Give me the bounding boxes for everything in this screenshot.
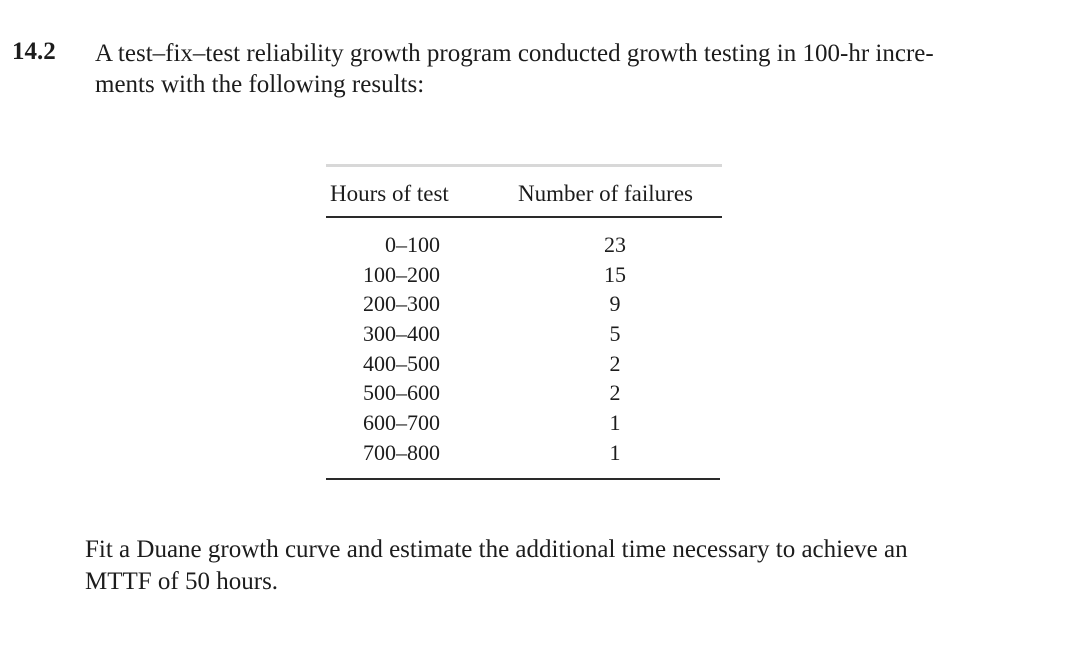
table-row — [326, 260, 722, 290]
failures-cell: 9 — [609, 291, 621, 317]
hours-cell: 600–700 — [363, 410, 440, 436]
failures-cell: 15 — [604, 261, 626, 287]
problem-statement — [95, 38, 1055, 100]
failures-cell: 1 — [609, 439, 621, 465]
failure-data-table — [326, 160, 722, 482]
hours-cell: 700–800 — [363, 439, 440, 465]
table-row — [326, 349, 722, 379]
failures-cell: 5 — [609, 321, 621, 347]
table-row — [326, 378, 722, 408]
problem-statement-line-1: A test–fix–test reliability growth program conducted growth testing in 100-hr incre- — [95, 40, 934, 67]
question-text — [85, 534, 1065, 598]
column-header-failures: Number of failures — [518, 181, 693, 206]
failures-cell: 23 — [604, 232, 626, 257]
hours-cell: 200–300 — [363, 291, 440, 317]
problem-number: 14.2 — [12, 38, 56, 65]
column-header-hours: Hours of test — [330, 181, 449, 206]
table-row — [326, 230, 722, 260]
table-row — [326, 289, 722, 319]
table-top-rule — [326, 164, 722, 167]
hours-cell: 300–400 — [363, 321, 440, 347]
hours-cell: 500–600 — [363, 380, 440, 406]
hours-cell: 400–500 — [363, 350, 440, 376]
table-row — [326, 438, 722, 468]
hours-cell: 0–100 — [385, 232, 440, 257]
hours-cell: 100–200 — [363, 261, 440, 287]
table-row — [326, 408, 722, 438]
failures-cell: 1 — [609, 410, 621, 436]
table-row — [326, 319, 722, 349]
question-line-1: Fit a Duane growth curve and estimate the additional time necessary to achieve an — [85, 536, 908, 563]
problem-statement-line-2: ments with the following results: — [95, 71, 425, 98]
failures-cell: 2 — [609, 350, 621, 376]
table-body — [326, 230, 722, 468]
table-header-rule — [326, 216, 722, 218]
question-line-2: MTTF of 50 hours. — [85, 568, 279, 595]
failures-cell: 2 — [609, 380, 621, 406]
table-bottom-rule — [326, 478, 720, 480]
